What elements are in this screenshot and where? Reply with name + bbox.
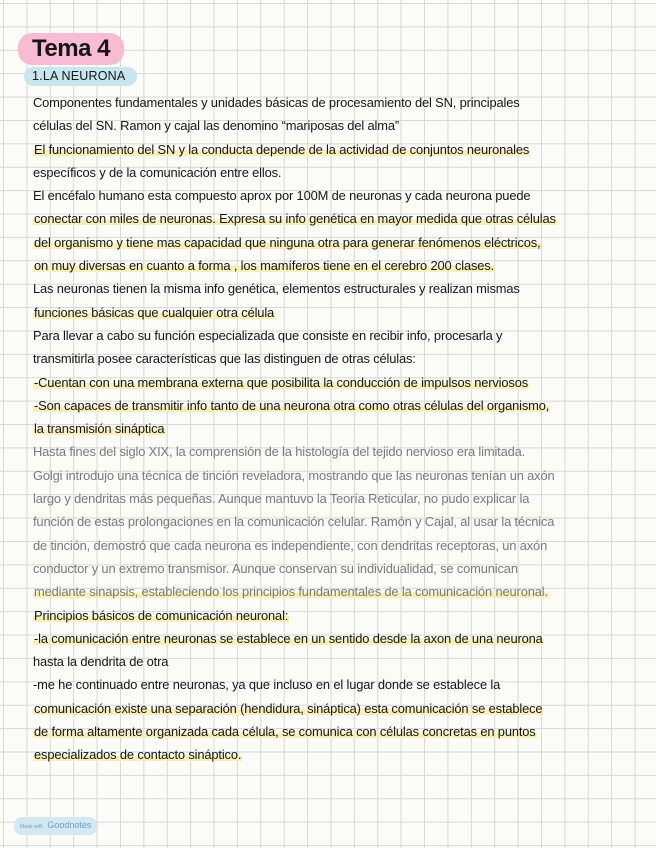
- paragraph: [33, 324, 638, 371]
- notes-body: [33, 91, 638, 767]
- paragraph: [33, 394, 638, 441]
- highlighted-line: funciones básicas que cualquier otra célula: [34, 304, 275, 320]
- highlighted-line: -Son capaces de transmitir info tanto de una neurona otra como otras células del organismo,: [34, 397, 550, 413]
- text-line: células del SN. Ramon y cajal las denomino “mariposas del alma”: [33, 118, 399, 134]
- highlighted-line: El funcionamiento del SN y la conducta depende de la actividad de conjuntos neuronales: [34, 141, 530, 157]
- text-line: Para llevar a cabo su función especializada que consiste en recibir info, procesarla y: [33, 327, 503, 343]
- highlighted-line: -Cuentan con una membrana externa que posibilita la conducción de impulsos nerviosos: [34, 374, 529, 390]
- highlighted-line: conectar con miles de neuronas. Expresa su info genética en mayor medida que otras células: [34, 211, 556, 227]
- paragraph: [33, 277, 638, 324]
- text-line: Golgi introdujo una técnica de tinción reveladora, mostrando que las neuronas tenían un axón: [33, 467, 555, 483]
- highlighted-line: on muy diversas en cuanto a forma , los mamíferos tiene en el cerebro 200 clases.: [34, 258, 495, 274]
- text-line: conductor y un extremo transmisor. Aunque conservan su individualidad, se comunican: [33, 560, 518, 576]
- paragraph: [33, 627, 638, 674]
- watermark-brand: Goodnotes: [47, 820, 92, 830]
- paragraph: [33, 371, 638, 394]
- text-line: Componentes fundamentales y unidades básicas de procesamiento del SN, principales: [33, 95, 520, 110]
- text-line: Las neuronas tienen la misma info genética, elementos estructurales y realizan mismas: [33, 281, 520, 297]
- watermark-prefix: Made with: [20, 824, 43, 830]
- highlighted-line: especializados de contacto sináptico.: [34, 747, 242, 763]
- text-line: Hasta fines del siglo XIX, la comprensión de la histología del tejido nervioso era limitada.: [33, 444, 526, 460]
- text-line: hasta la dendrita de otra: [33, 654, 169, 670]
- paragraph: [33, 673, 638, 766]
- paragraph: [33, 184, 638, 277]
- text-line: transmitirla posee características que las distinguen de otras células:: [33, 351, 416, 367]
- paragraph-grey: [33, 440, 638, 603]
- text-line: función de estas prolongaciones en la comunicación celular. Ramón y Cajal, al usar la técnica: [33, 514, 555, 530]
- goodnotes-watermark: [14, 817, 97, 835]
- paragraph: [33, 604, 638, 627]
- highlighted-line: mediante sinapsis, estableciendo los principios fundamentales de la comunicación neuronal.: [34, 584, 548, 600]
- highlighted-line: la transmisión sináptica: [34, 421, 165, 437]
- paragraph: [33, 91, 638, 138]
- text-line: específicos y de la comunicación entre ellos.: [33, 164, 282, 180]
- highlighted-line: Principios básicos de comunicación neuronal:: [34, 607, 289, 623]
- text-line: El encéfalo humano esta compuesto aprox por 100M de neuronas y cada neurona puede: [33, 188, 531, 204]
- highlighted-line: del organismo y tiene mas capacidad que ninguna otra para generar fenómenos eléctricos,: [34, 234, 541, 250]
- highlighted-line: -la comunicación entre neuronas se establece en un sentido desde la axon de una neurona: [34, 630, 543, 646]
- page-title: Tema 4: [18, 33, 124, 65]
- text-line: de tinción, demostró que cada neurona es independiente, con dendritas receptoras, un axón: [33, 537, 548, 553]
- highlighted-line: de forma altamente organizada cada célula, se comunica con células concretas en puntos: [34, 724, 536, 740]
- highlighted-line: comunicación existe una separación (hendidura, sináptica) esta comunicación se establece: [34, 700, 543, 716]
- text-line: -me he continuado entre neuronas, ya que incluso en el lugar donde se establece la: [33, 677, 501, 693]
- section-subtitle: 1.LA NEURONA: [24, 67, 137, 86]
- text-line: largo y dendritas más pequeñas. Aunque mantuvo la Teoría Reticular, no pudo explicar la: [33, 491, 530, 507]
- paragraph: [33, 138, 638, 185]
